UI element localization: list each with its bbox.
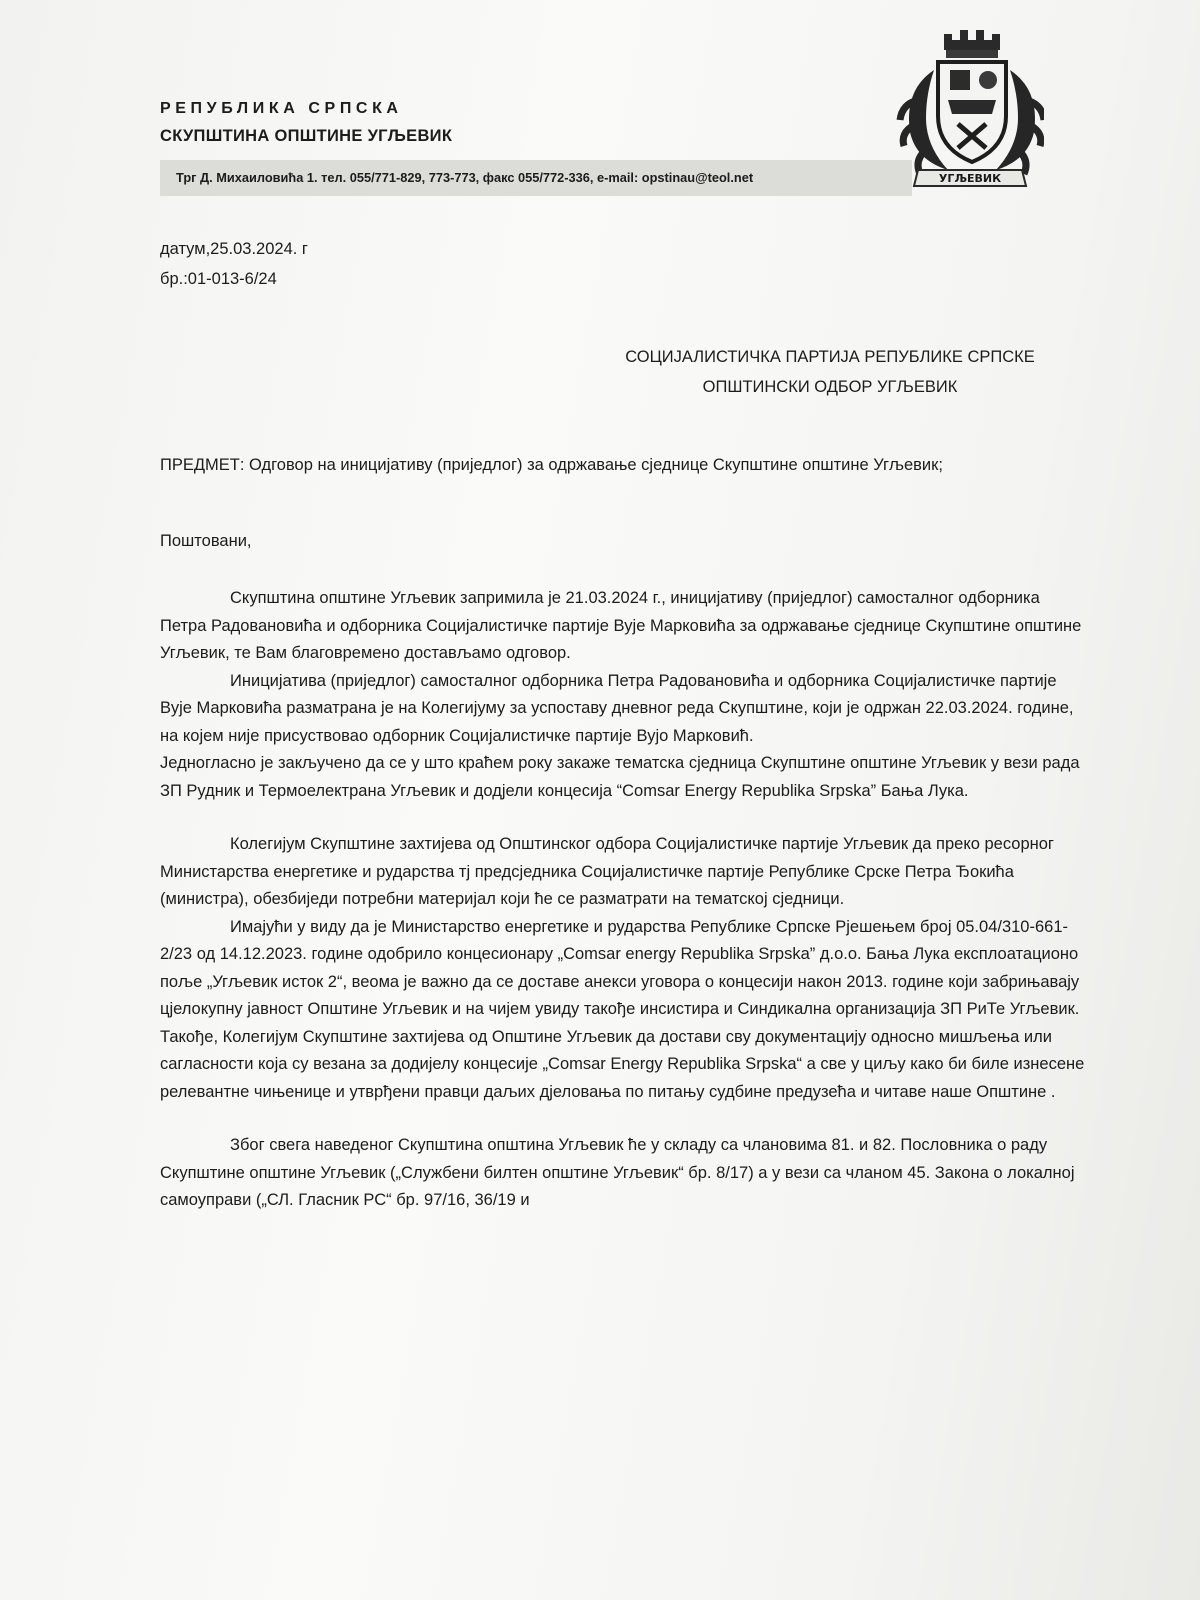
body-paragraph: Колегијум Скупштине захтијева од Општинског одбора Социјалистичке партије Угљевик да преко ресорног Министарства енергетике и рударства тј предсједника Социјалистичке партије Републике Срске Петра Ђокића (министра), обезбиједи потребни материјал који ће се разматрати на тематској сједници.	[160, 835, 1054, 908]
document-date: датум,25.03.2024. г	[160, 240, 308, 258]
assembly-heading: СКУПШТИНА ОПШТИНЕ УГЉЕВИК	[160, 127, 453, 145]
body-paragraph: Једногласно је закључено да се у што краћем року закаже тематска сједница Скупштине општине Угљевик у вези рада ЗП Рудник и Термоелектрана Угљевик и додјели концесија “Comsar Energy Republika Srpska” Бања Лука.	[160, 754, 1080, 800]
paragraph-gap	[160, 805, 1090, 831]
document-meta	[160, 234, 308, 294]
document-number: бр.:01-013-6/24	[160, 270, 277, 288]
coat-of-arms-icon	[896, 20, 1044, 190]
letter-body	[160, 585, 1090, 1215]
salutation: Поштовани,	[160, 532, 252, 550]
paragraph-gap	[160, 1106, 1090, 1132]
subject-line: ПРЕДМЕТ: Одговор на иницијативу (приједлог) за одржавање сједнице Скупштине општине Угљевик;	[160, 456, 943, 474]
recipient-line-2: ОПШТИНСКИ ОДБОР УГЉЕВИК	[702, 378, 958, 396]
recipient-line-1: СОЦИЈАЛИСТИЧКА ПАРТИЈА РЕПУБЛИКЕ СРПСКЕ	[625, 348, 1035, 366]
coat-ribbon-text: УГЉЕВИК	[938, 172, 1002, 185]
body-paragraph: Имајући у виду да је Министарство енергетике и рударства Републике Српске Рјешењем број 05.04/310-661-2/23 од 14.12.2023. године одобрило концесионару „Comsar energy Republika Srpska” д.о.о. Бања Лука експлоатационо поље „Угљевик исток 2“, веома је важно да се доставе анекси уговора о концесији након 2013. године који забрињавају цјелокупну јавност Општине Угљевик и на чијем увиду такође инсистира и Синдикална организација ЗП РиТе Угљевик.	[160, 917, 1080, 1018]
body-paragraph: Такође, Колегијум Скупштине захтијева од Општине Угљевик да достави сву документацију односно мишљења или сагласности која су везана за додијелу концесије „Comsar Energy Republika Srpska“ а све у циљу како би биле изнесене релевантне чињенице и утврђени правци даљих дјеловања по питању судбине предузећа и читаве наше Општине .	[160, 1027, 1085, 1101]
contact-bar: Трг Д. Михаиловића 1. тел. 055/771-829, 773-773, факс 055/772-336, e-mail: opstinau@teol.net	[160, 160, 912, 196]
body-paragraph: Скупштина општине Угљевик запримила је 21.03.2024 г., иницијативу (приједлог) самосталног одборника Петра Радовановића и одборника Социјалистичке партије Вује Марковића за одржавање сједнице Скупштине општине Угљевик, те Вам благовремено достављамо одговор.	[160, 589, 1082, 662]
republic-heading: РЕПУБЛИКА СРПСКА	[160, 100, 403, 117]
body-paragraph: Због свега наведеног Скупштина општина Угљевик ће у складу са члановима 81. и 82. Пословника о раду Скупштине општине Угљевик („Службени билтен општине Угљевик“ бр. 8/17) а у вези са чланом 45. Закона о локалној самоуправи („СЛ. Гласник РС“ бр. 97/16, 36/19 и	[160, 1136, 1075, 1209]
body-paragraph: Иницијатива (приједлог) самосталног одборника Петра Радовановића и одборника Социјалистичке партије Вује Марковића разматрана је на Колегијуму за успоставу дневног реда Скупштине, који је одржан 22.03.2024. године, на којем није присуствовао одборник Социјалистичке партије Вујо Марковић.	[160, 671, 1074, 745]
recipient-block	[560, 342, 1100, 402]
